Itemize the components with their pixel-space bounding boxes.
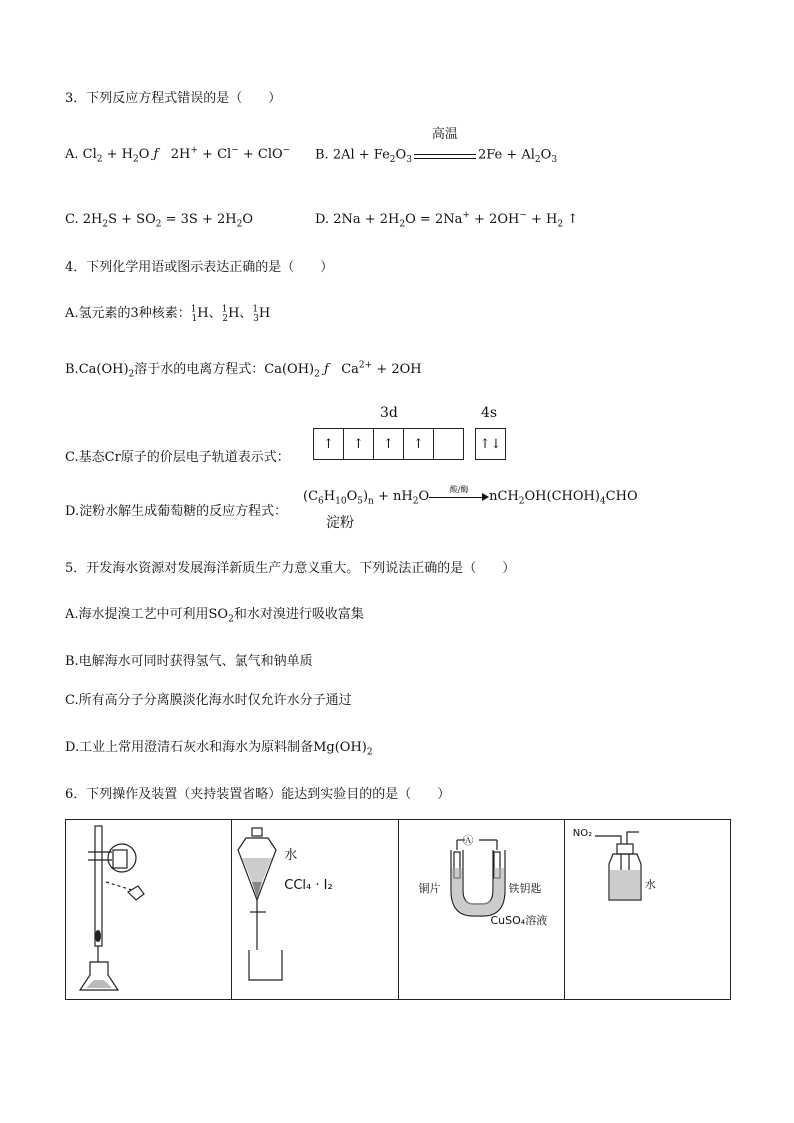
water-label-d: 水 xyxy=(644,878,656,891)
q3-option-c-label: C. xyxy=(65,212,79,227)
q4-option-c[interactable]: C.基态Cr原子的价层电子轨道表示式： xyxy=(65,450,290,465)
gas-bottle-diagram xyxy=(565,820,730,997)
orbital-cell: ↑ xyxy=(374,429,404,459)
no2-label: NO₂ xyxy=(572,828,593,839)
q3-option-b-label: B. xyxy=(315,147,329,163)
q3-option-c[interactable]: C. $2H_2S + SO_2 = 3S + 2H_2O$ xyxy=(65,212,253,230)
orbital-cell: ↑ xyxy=(314,429,344,459)
q3-option-b[interactable]: B. $2Al + Fe_2O_3$ 高温 $2Fe + Al_2O_3$ xyxy=(315,127,558,166)
cuso4-label: CuSO₄溶液 xyxy=(490,914,548,927)
q4-d-condition: 酸/酶 xyxy=(449,484,469,494)
q5-option-a[interactable]: A.海水提溴工艺中可利用$SO_2$和水对溴进行吸收富集 xyxy=(65,607,364,625)
q3-b-condition: 高温 xyxy=(431,127,458,142)
iron-key-label: 铁钥匙 xyxy=(508,882,542,895)
q3-b-reaction-arrow xyxy=(412,127,478,164)
q4-option-b-text: B. xyxy=(65,362,79,377)
q4-4s-orbital-box xyxy=(475,428,506,460)
q4-option-b[interactable]: $B.Ca(OH)_2$溶于水的电离方程式：$Ca(OH)_2$ ƒ $Ca^{2+} + 2OH$ xyxy=(65,360,422,380)
q5-option-d[interactable]: D.工业上常用澄清石灰水和海水为原料制备$Mg(OH)_2$ xyxy=(65,740,373,758)
q6-option-b-apparatus[interactable] xyxy=(232,820,398,999)
q5-option-b[interactable]: B.电解海水可同时获得氢气、氯气和钠单质 xyxy=(65,654,313,669)
q6-option-d-apparatus[interactable] xyxy=(565,820,730,999)
q6-apparatus-table xyxy=(65,819,731,1000)
q4-3d-orbital-box xyxy=(313,428,464,460)
q4-option-d-text: D.淀粉水解生成葡萄糖的反应方程式： xyxy=(65,504,288,519)
q5-title: 5．开发海水资源对发展海洋新质生产力意义重大。下列说法正确的是（ ） xyxy=(65,561,516,576)
q4-d-equation: $(C_6H_{10}O_5)_n + nH_2O$ 酸/酶 $nCH_2OH(CHOH)_4CHO$ xyxy=(303,488,638,506)
q6-title: 6．下列操作及装置（夹持装置省略）能达到实验目的的是（ ） xyxy=(65,787,451,802)
q4-d-starch-label: 淀粉 xyxy=(326,515,354,531)
water-label: 水 xyxy=(284,848,298,863)
ccl4-i2-label: CCl₄ · I₂ xyxy=(284,878,333,893)
ammeter-icon: Ⓐ xyxy=(462,834,474,847)
q4-3d-label: 3d xyxy=(380,405,398,421)
burette-flask-diagram xyxy=(66,820,231,997)
q5-option-d-text: D.工业上常用澄清石灰水和海水为原料制备 xyxy=(65,740,314,755)
copper-label: 铜片 xyxy=(418,882,441,895)
q3-option-d[interactable]: D. $2Na + 2H_2O = 2Na^+ + 2OH^- + H_2$ ↑ xyxy=(315,210,579,230)
q6-option-c-apparatus[interactable] xyxy=(399,820,565,999)
u-tube-diagram xyxy=(399,820,564,997)
q4-option-a[interactable]: A.氢元素的3种核素：$^1_1$H、$^1_2$H、$^1_3$H xyxy=(65,304,271,324)
q4-d-arrow xyxy=(429,484,489,503)
q5-option-a-pre: A.海水提溴工艺中可利用 xyxy=(65,607,209,622)
q5-option-a-post: 和水对溴进行吸收富集 xyxy=(233,607,364,622)
q4-option-b-mid: 溶于水的电离方程式： xyxy=(134,362,265,377)
q4-title: 4．下列化学用语或图示表达正确的是（ ） xyxy=(65,260,334,275)
q5-option-c[interactable]: C.所有高分子分离膜淡化海水时仅允许水分子通过 xyxy=(65,693,352,708)
q4-4s-label: 4s xyxy=(481,405,498,421)
q3-option-a-label: A. xyxy=(65,147,79,162)
q6-option-a-apparatus[interactable] xyxy=(66,820,232,999)
q3-option-a[interactable]: A. $Cl_2 + H_2O$ ƒ 2H+ + Cl− + ClO− xyxy=(65,145,291,165)
q3-title: 3．下列反应方程式错误的是（ ） xyxy=(65,91,282,106)
q4-option-d[interactable] xyxy=(65,503,287,521)
orbital-cell: ↑ xyxy=(344,429,374,459)
orbital-cell: ↑ xyxy=(404,429,434,459)
q4-option-a-text: A.氢元素的3种核素： xyxy=(65,306,191,321)
orbital-cell xyxy=(434,429,463,459)
orbital-cell: ↑↓ xyxy=(479,436,502,452)
q3-option-d-label: D. xyxy=(315,212,330,227)
separatory-funnel-diagram xyxy=(232,820,397,997)
